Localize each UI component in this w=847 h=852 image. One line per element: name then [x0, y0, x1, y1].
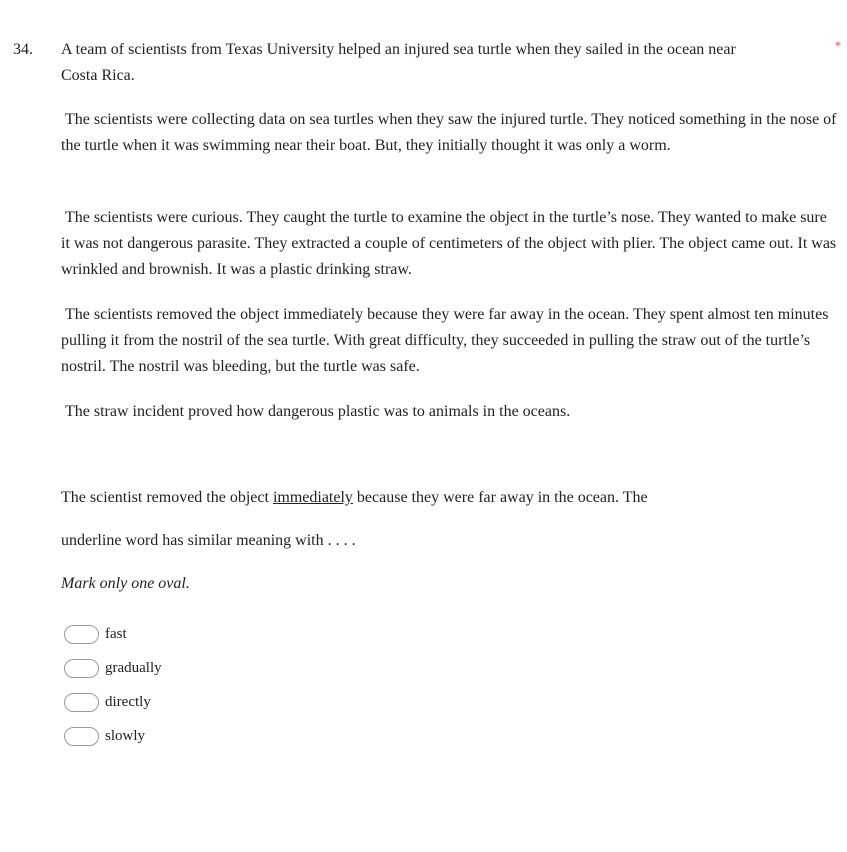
option-directly[interactable] [64, 685, 162, 719]
radio-oval[interactable] [64, 693, 99, 712]
passage-paragraph-4-text: The straw incident proved how dangerous plastic was to animals in the oceans. [65, 403, 571, 420]
passage-paragraph-4 [61, 399, 837, 425]
prompt-after: because they were far away in the ocean. The [352, 489, 648, 506]
question-prompt-line-1 [61, 485, 837, 511]
radio-oval[interactable] [64, 625, 99, 644]
question-lead: A team of scientists from Texas University helped an injured sea turtle when they sailed in the ocean near Costa Rica. [61, 41, 736, 84]
passage-paragraph-1-text: The scientists were collecting data on sea turtles when they saw the injured turtle. They noticed something in the nose of the turtle when it was swimming near their boat. But, they initially thought it was only a worm. [61, 111, 837, 154]
option-gradually[interactable] [64, 651, 162, 685]
option-slowly[interactable] [64, 719, 162, 753]
question-number: 34. [13, 41, 33, 58]
instruction-text: Mark only one oval. [61, 575, 190, 592]
passage-paragraph-1 [61, 107, 837, 159]
passage-paragraph-2-text: The scientists were curious. They caught the turtle to examine the object in the turtle’s nose. They wanted to make sure it was not dangerous parasite. They extracted a couple of centimeters of the object with plier. The object came out. It was wrinkled and brownish. It was a plastic drinking straw. [61, 209, 837, 278]
option-label: fast [105, 626, 127, 642]
passage-paragraph-3-text: The scientists removed the object immediately because they were far away in the ocean. They spent almost ten minutes pulling it from the nostril of the sea turtle. With great difficulty, they succeeded in pulling the straw out of the turtle’s nostril. The nostril was bleeding, but the turtle was safe. [61, 306, 829, 375]
question-prompt-line-2: underline word has similar meaning with . . . . [61, 532, 356, 549]
prompt-underlined-word: immediately [272, 489, 353, 506]
prompt-before: The scientist removed the object [61, 489, 273, 506]
option-fast[interactable] [64, 617, 162, 651]
passage-paragraph-2 [61, 205, 837, 283]
required-asterisk: * [835, 39, 841, 53]
options-group [64, 617, 162, 753]
passage-paragraph-3 [61, 302, 837, 380]
radio-oval[interactable] [64, 659, 99, 678]
option-label: directly [105, 694, 151, 710]
radio-oval[interactable] [64, 727, 99, 746]
option-label: gradually [105, 660, 162, 676]
option-label: slowly [105, 728, 146, 744]
